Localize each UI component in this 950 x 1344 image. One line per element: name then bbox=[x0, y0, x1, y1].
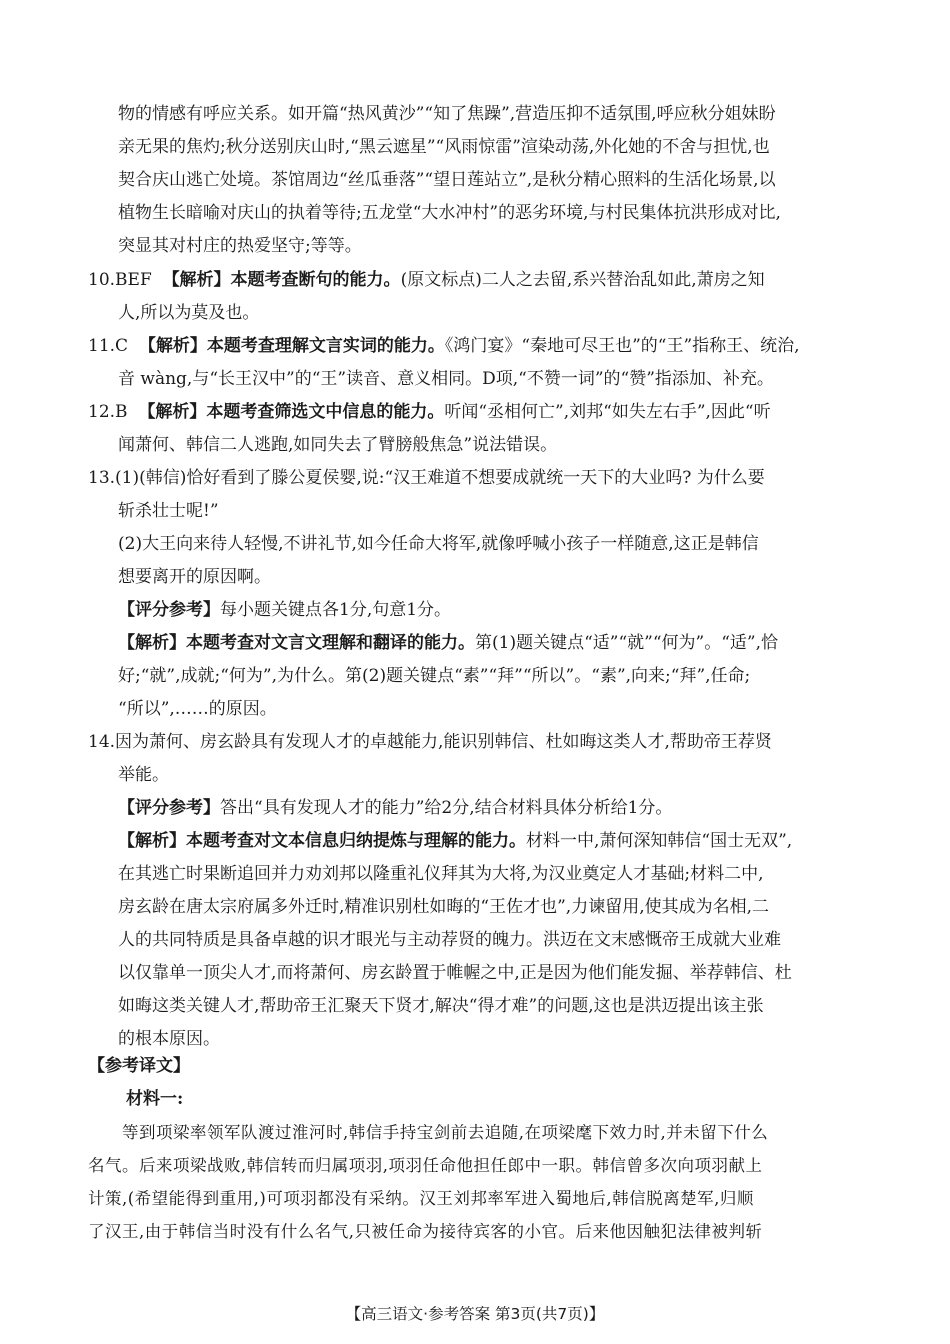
text-line: 举能。 bbox=[118, 765, 169, 785]
analysis-tag: 【解析】本题考查对文言文理解和翻译的能力。 bbox=[118, 633, 475, 653]
q11-answer bbox=[88, 330, 860, 363]
text-line: 以仅靠单一顶尖人才,而将萧何、房玄龄置于帷幄之中,正是因为他们能发掘、举荐韩信、杜 bbox=[118, 963, 792, 983]
text-line: 等到项梁率领军队渡过淮河时,韩信手持宝剑前去追随,在项梁麾下效力时,并未留下什么 bbox=[122, 1123, 769, 1142]
q12-answer bbox=[88, 396, 860, 429]
q12-continued bbox=[118, 429, 860, 462]
analysis-text: 材料一中,萧何深知韩信“国士无双”, bbox=[526, 831, 793, 851]
q10-continued bbox=[118, 297, 860, 330]
analysis-text: 第(1)题关键点“适”“就”“何为”。“适”,恰 bbox=[475, 633, 779, 653]
text-line: 因为萧何、房玄龄具有发现人才的卓越能力,能识别韩信、杜如晦这类人才,帮助帝王荐贤 bbox=[115, 732, 772, 752]
text-line: 的根本原因。 bbox=[118, 1029, 220, 1049]
answer-choice: C bbox=[115, 336, 129, 356]
text-line: 好;“就”,成就;“何为”,为什么。第(2)题关键点“素”“拜”“所以”。“素”,向来;“拜”,任命; bbox=[118, 666, 751, 686]
text-line: 物的情感有呼应关系。如开篇“热风黄沙”“知了焦躁”,营造压抑不适氛围,呼应秋分姐妹盼 bbox=[118, 104, 776, 124]
text-line: 闻萧何、韩信二人逃跑,如同失去了臂膀般焦急”说法错误。 bbox=[118, 435, 558, 455]
text-line: (2)大王向来待人轻慢,不讲礼节,如今任命大将军,就像呼喊小孩子一样随意,这正是韩信 bbox=[118, 534, 759, 554]
page-footer: 【高三语文·参考答案 第3页(共7页)】 bbox=[345, 1305, 605, 1323]
score-text: 答出“具有发现人才的能力”给2分,结合材料具体分析给1分。 bbox=[220, 798, 673, 818]
reference-heading: 【参考译文】 bbox=[88, 1056, 190, 1076]
analysis-text: (原文标点)二人之去留,系兴替治乱如此,萧房之知 bbox=[400, 270, 765, 290]
analysis-tag: 【解析】本题考查筛选文中信息的能力。 bbox=[138, 402, 445, 422]
analysis-tag: 【解析】本题考查断句的能力。 bbox=[162, 270, 401, 290]
text-line: 突显其对村庄的热爱坚守;等等。 bbox=[118, 236, 362, 256]
text-line: 人,所以为莫及也。 bbox=[118, 303, 260, 323]
q14-body bbox=[118, 759, 860, 1056]
text-line: 如晦这类关键人才,帮助帝王汇聚天下贤才,解决“得才难”的问题,这也是洪迈提出该主张 bbox=[118, 996, 764, 1016]
score-tag: 【评分参考】 bbox=[118, 600, 220, 620]
text-line: 契合庆山逃亡处境。茶馆周边“丝瓜垂落”“望日莲站立”,是秋分精心照料的生活化场景,以 bbox=[118, 170, 776, 190]
text-line: 了汉王,由于韩信当时没有什么名气,只被任命为接待宾客的小官。后来他因触犯法律被判斩 bbox=[88, 1222, 763, 1241]
q9-tail bbox=[118, 98, 860, 263]
question-number: 12. bbox=[88, 402, 116, 422]
text-line: 在其逃亡时果断追回并力劝刘邦以隆重礼仪拜其为大将,为汉业奠定人才基础;材料二中, bbox=[118, 864, 764, 884]
q14-answer bbox=[88, 726, 860, 759]
q13-answer bbox=[88, 462, 860, 495]
score-tag: 【评分参考】 bbox=[118, 798, 220, 818]
text-line: 想要离开的原因啊。 bbox=[118, 567, 271, 587]
question-number: 14. bbox=[88, 732, 116, 752]
text-line: 名气。后来项梁战败,韩信转而归属项羽,项羽任命他担任郎中一职。韩信曾多次向项羽献上 bbox=[88, 1156, 763, 1175]
score-text: 每小题关键点各1分,句意1分。 bbox=[220, 600, 452, 620]
q10-answer bbox=[88, 264, 860, 297]
text-line: (1)(韩信)恰好看到了滕公夏侯婴,说:“汉王难道不想要成就统一天下的大业吗? 为什么要 bbox=[115, 468, 765, 488]
text-line: “所以”,……的原因。 bbox=[118, 699, 277, 719]
reference-translation bbox=[88, 1116, 860, 1248]
text-line: 人的共同特质是具备卓越的识才眼光与主动荐贤的魄力。洪迈在文末感慨帝王成就大业难 bbox=[118, 930, 781, 950]
text-line: 计策,(希望能得到重用,)可项羽都没有采纳。汉王刘邦率军进入蜀地后,韩信脱离楚军,归顺 bbox=[88, 1189, 754, 1208]
analysis-tag: 【解析】本题考查对文本信息归纳提炼与理解的能力。 bbox=[118, 831, 526, 851]
analysis-text: 《鸿门宴》“秦地可尽王也”的“王”指称王、统治, bbox=[444, 336, 800, 356]
q11-continued bbox=[118, 363, 860, 396]
text-line: 植物生长暗喻对庆山的执着等待;五龙堂“大水冲村”的恶劣环境,与村民集体抗洪形成对比, bbox=[118, 203, 781, 223]
analysis-text: 听闻“丞相何亡”,刘邦“如失左右手”,因此“听 bbox=[444, 402, 771, 422]
question-number: 10. bbox=[88, 270, 116, 290]
text-line: 房玄龄在唐太宗府属多外迁时,精准识别杜如晦的“王佐才也”,力谏留用,使其成为名相,二 bbox=[118, 897, 769, 917]
material-one-heading: 材料一: bbox=[126, 1089, 184, 1109]
answer-choice: BEF bbox=[115, 270, 152, 290]
text-line: 斩杀壮士呢!” bbox=[118, 501, 219, 521]
answer-choice: B bbox=[115, 402, 128, 422]
q13-body bbox=[118, 495, 860, 726]
text-line: 音 wàng,与“长王汉中”的“王”读音、意义相同。D项,“不赞一词”的“赞”指添加、补充。 bbox=[118, 369, 774, 389]
text-line: 亲无果的焦灼;秋分送别庆山时,“黑云遮星”“风雨惊雷”渲染动荡,外化她的不舍与担忧,也 bbox=[118, 137, 770, 157]
question-number: 13. bbox=[88, 468, 116, 488]
question-number: 11. bbox=[88, 336, 116, 356]
analysis-tag: 【解析】本题考查理解文言实词的能力。 bbox=[138, 336, 445, 356]
